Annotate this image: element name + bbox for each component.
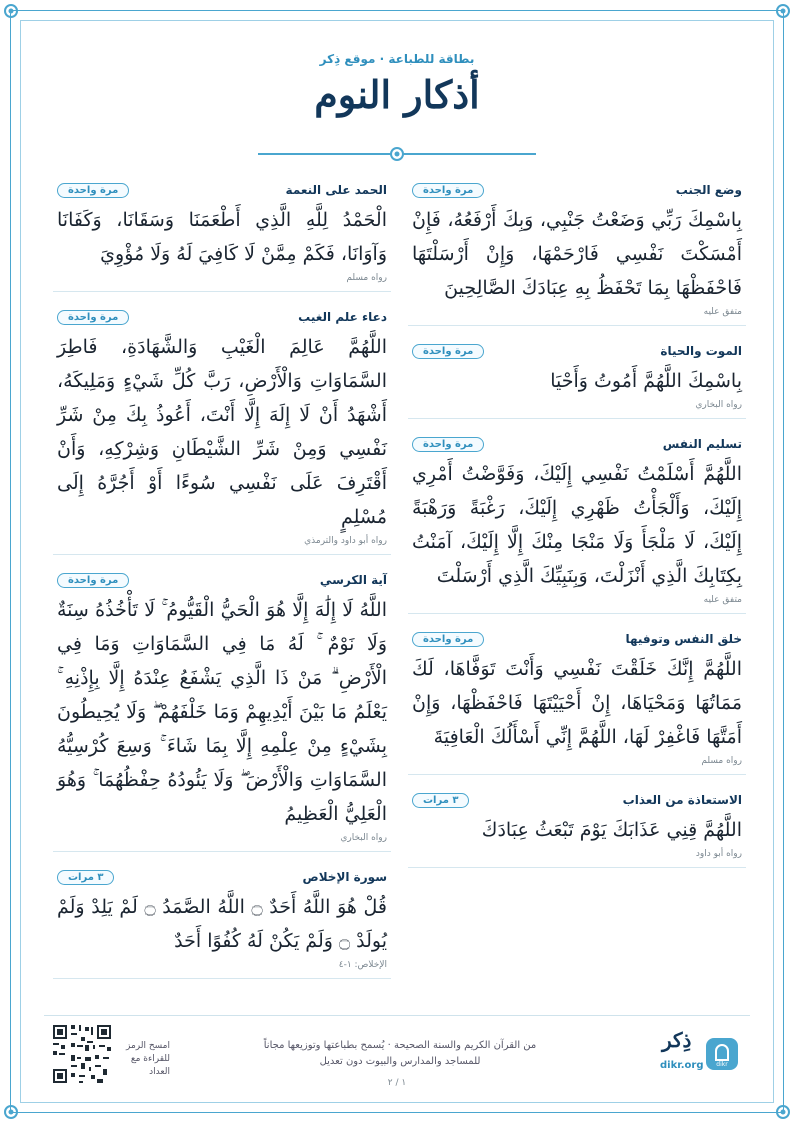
card-text: اللَّهُمَّ أَسْلَمْتُ نَفْسِي إِلَيْكَ، وَفَوَّضْتُ أَمْرِي إِلَيْكَ، وَأَلْجَأْتُ ظَهْرِي إِلَيْكَ، رَغْبَةً وَرَهْبَةً إِلَيْكَ، لَا مَلْجَأَ وَلَا مَنْجَا مِنْكَ إِلَّا إِلَيْكَ، آمَنْتُ بِكِتَابِكَ الَّذِي أَنْزَلْتَ، وَبِنَبِيِّكَ الَّذِي أَرْسَلْتَ xyxy=(412,463,742,587)
dhikr-card xyxy=(53,862,391,979)
repeat-badge: مرة واحدة xyxy=(412,183,484,198)
page-header xyxy=(0,52,794,117)
card-text: اللَّهُمَّ قِنِي عَذَابَكَ يَوْمَ تَبْعَثُ عِبَادَكَ xyxy=(481,819,742,841)
repeat-badge: مرة واحدة xyxy=(57,183,129,198)
card-text: الْحَمْدُ لِلَّهِ الَّذِي أَطْعَمَنَا وَسَقَانَا، وَكَفَانَا وَآوَانَا، فَكَمْ مِمَّنْ لَا كَافِيَ لَهُ وَلَا مُؤْوِيَ xyxy=(57,209,387,265)
qr-caption xyxy=(114,1040,170,1079)
qr-code-icon[interactable] xyxy=(53,1025,111,1083)
corner-ornament-icon xyxy=(2,2,20,20)
column-right xyxy=(408,175,746,878)
page-subtitle: بطاقة للطباعة · موقع ذِكر xyxy=(319,52,475,66)
dhikr-card xyxy=(408,624,746,775)
card-source: رواه أبو داود xyxy=(695,849,742,859)
dhikr-card xyxy=(408,175,746,326)
repeat-badge: مرة واحدة xyxy=(412,344,484,359)
brand-name: ذِكر xyxy=(662,1028,692,1052)
card-source: رواه مسلم xyxy=(346,273,387,283)
repeat-badge: مرة واحدة xyxy=(57,310,129,325)
qr-caption-line: للقراءة مع العداد xyxy=(130,1054,170,1077)
dhikr-card xyxy=(53,565,391,852)
repeat-badge: ٣ مرات xyxy=(412,793,469,808)
card-title: الحمد على النعمة xyxy=(285,183,387,197)
card-title: آية الكرسي xyxy=(319,573,387,587)
footer-divider xyxy=(44,1015,750,1016)
card-text: بِاسْمِكَ رَبِّي وَضَعْتُ جَنْبِي، وَبِكَ أَرْفَعُهُ، فَإِنْ أَمْسَكْتَ نَفْسِي فَارْحَمْهَا، وَإِنْ أَرْسَلْتَهَا فَاحْفَظْهَا بِمَا تَحْفَظُ بِهِ عِبَادَكَ الصَّالِحِينَ xyxy=(412,209,742,299)
footer-line: للمساجد والمدارس والبيوت دون تعديل xyxy=(319,1056,481,1067)
card-source: رواه أبو داود والترمذي xyxy=(304,536,387,546)
footer-notice xyxy=(230,1038,570,1070)
corner-ornament-icon xyxy=(774,2,792,20)
repeat-badge: ٣ مرات xyxy=(57,870,114,885)
card-source: الإخلاص: ١-٤ xyxy=(338,960,387,970)
card-title: الاستعاذة من العذاب xyxy=(622,793,742,807)
corner-ornament-icon xyxy=(774,1103,792,1121)
card-text: اللَّهُ لَا إِلَٰهَ إِلَّا هُوَ الْحَيُّ الْقَيُّومُ ۚ لَا تَأْخُذُهُ سِنَةٌ وَلَا نَوْمٌ ۚ لَهُ مَا فِي السَّمَاوَاتِ وَمَا فِي الْأَرْضِ ۗ مَنْ ذَا الَّذِي يَشْفَعُ عِنْدَهُ إِلَّا بِإِذْنِهِ ۚ يَعْلَمُ مَا بَيْنَ أَيْدِيهِمْ وَمَا خَلْفَهُمْ ۖ وَلَا يُحِيطُونَ بِشَيْءٍ مِنْ عِلْمِهِ إِلَّا بِمَا شَاءَ ۚ وَسِعَ كُرْسِيُّهُ السَّمَاوَاتِ وَالْأَرْضَ ۖ وَلَا يَئُودُهُ حِفْظُهُمَا ۚ وَهُوَ الْعَلِيُّ الْعَظِيمُ xyxy=(57,599,387,825)
card-text: اللَّهُمَّ إِنَّكَ خَلَقْتَ نَفْسِي وَأَنْتَ تَوَفَّاهَا، لَكَ مَمَاتُهَا وَمَحْيَاهَا، إِنْ أَحْيَيْتَهَا فَاحْفَظْهَا، وَإِنْ أَمَتَّهَا فَاغْفِرْ لَهَا، اللَّهُمَّ إِنِّي أَسْأَلُكَ الْعَافِيَةَ xyxy=(412,658,742,748)
footer-line: من القرآن الكريم والسنة الصحيحة · يُسمح بطباعتها وتوزيعها مجاناً xyxy=(263,1040,537,1051)
dhikr-card xyxy=(408,785,746,868)
page-title: أذكار النوم xyxy=(314,72,480,117)
card-title: دعاء علم الغيب xyxy=(298,310,387,324)
brand-url[interactable]: dikr.org xyxy=(660,1060,704,1071)
brand-logo-icon xyxy=(706,1038,738,1070)
card-source: رواه مسلم xyxy=(701,756,742,766)
repeat-badge: مرة واحدة xyxy=(57,573,129,588)
card-title: تسليم النفس xyxy=(662,437,742,451)
dhikr-card xyxy=(53,302,391,555)
dhikr-card xyxy=(408,429,746,614)
card-text: اللَّهُمَّ عَالِمَ الْغَيْبِ وَالشَّهَادَةِ، فَاطِرَ السَّمَاوَاتِ وَالْأَرْضِ، رَبَّ كُلِّ شَيْءٍ وَمَلِيكَهُ، أَشْهَدُ أَنْ لَا إِلَهَ إِلَّا أَنْتَ، أَعُوذُ بِكَ مِنْ شَرِّ نَفْسِي وَمِنْ شَرِّ الشَّيْطَانِ وَشِرْكِهِ، وَأَنْ أَقْتَرِفَ عَلَى نَفْسِي سُوءًا أَوْ أَجُرَّهُ إِلَى مُسْلِمٍ xyxy=(57,336,387,528)
dhikr-card xyxy=(408,336,746,419)
brand-logo-text: dikr xyxy=(716,1061,728,1068)
card-text: قُلْ هُوَ اللَّهُ أَحَدٌ ۝ اللَّهُ الصَّمَدُ ۝ لَمْ يَلِدْ وَلَمْ يُولَدْ ۝ وَلَمْ يَكُنْ لَهُ كُفُوًا أَحَدٌ xyxy=(57,896,388,952)
card-source: رواه البخاري xyxy=(695,400,742,410)
card-title: خلق النفس وتوفيها xyxy=(625,632,742,646)
card-title: سورة الإخلاص xyxy=(302,870,387,884)
card-text: بِاسْمِكَ اللَّهُمَّ أَمُوتُ وَأَحْيَا xyxy=(550,370,742,392)
card-source: متفق عليه xyxy=(703,595,742,605)
card-title: وضع الجنب xyxy=(675,183,742,197)
repeat-badge: مرة واحدة xyxy=(412,437,484,452)
corner-ornament-icon xyxy=(2,1103,20,1121)
qr-caption-line: امسح الرمز xyxy=(125,1041,170,1051)
ornament-dot-icon xyxy=(389,146,405,162)
page-number: ١ / ٢ xyxy=(387,1078,407,1088)
repeat-badge: مرة واحدة xyxy=(412,632,484,647)
card-source: متفق عليه xyxy=(703,307,742,317)
column-left xyxy=(53,175,391,989)
dhikr-card xyxy=(53,175,391,292)
card-title: الموت والحياة xyxy=(660,344,742,358)
card-source: رواه البخاري xyxy=(340,833,387,843)
